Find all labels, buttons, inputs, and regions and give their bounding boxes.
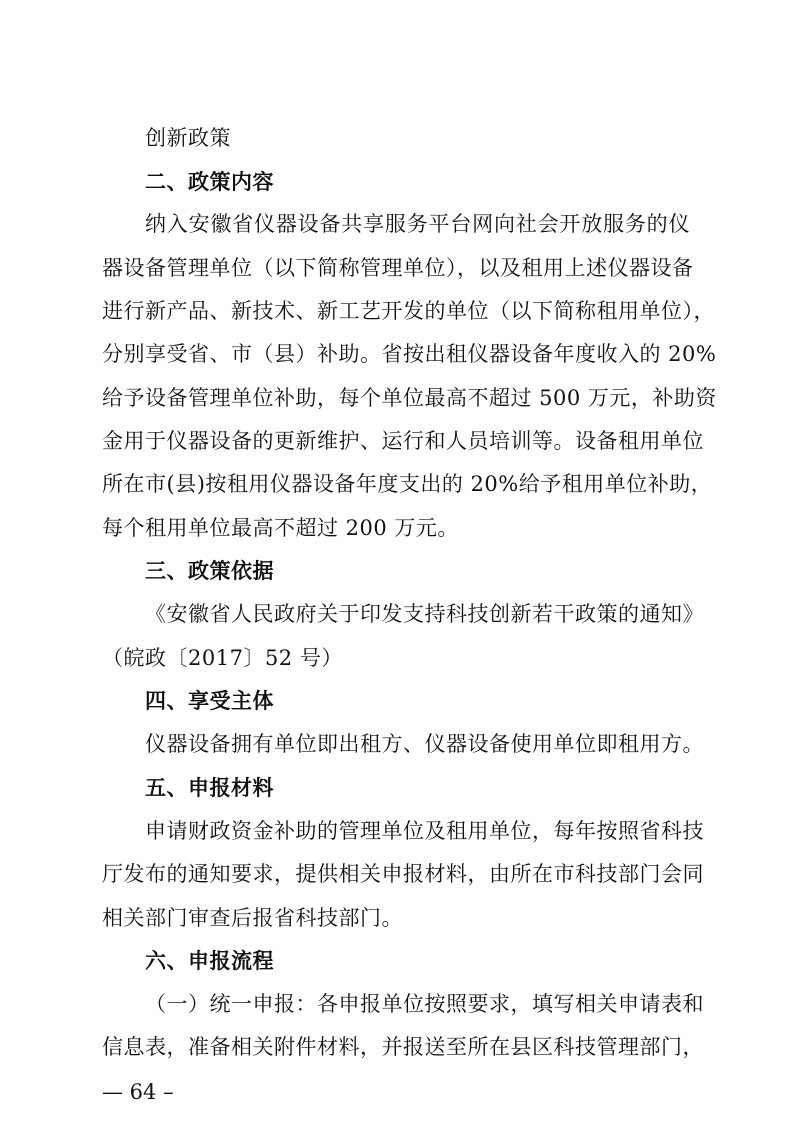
paragraph-line: 申请财政资金补助的管理单位及租用单位，每年按照省科技 xyxy=(145,819,704,843)
paragraph-line: （皖政〔2017〕52 号） xyxy=(102,646,343,670)
section-heading: 四、享受主体 xyxy=(145,689,274,713)
paragraph-line: （一）统一申报：各申报单位按照要求，填写相关申请表和 xyxy=(145,992,704,1016)
paragraph-line: 厅发布的通知要求，提供相关申报材料，由所在市科技部门会同 xyxy=(102,862,704,886)
paragraph-line: 所在市(县)按租用仪器设备年度支出的 20%给予租用单位补助， xyxy=(102,472,713,496)
paragraph-line: 进行新产品、新技术、新工艺开发的单位（以下简称租用单位）， xyxy=(102,299,715,323)
paragraph-line: 信息表，准备相关附件材料，并报送至所在县区科技管理部门， xyxy=(102,1035,704,1059)
paragraph-line: 创新政策 xyxy=(145,126,231,150)
section-heading: 三、政策依据 xyxy=(145,559,274,583)
section-heading: 五、申报材料 xyxy=(145,776,274,800)
section-heading: 二、政策内容 xyxy=(145,170,274,194)
page-number: — 64 – xyxy=(102,1080,174,1104)
paragraph-line: 纳入安徽省仪器设备共享服务平台网向社会开放服务的仪 xyxy=(145,212,690,236)
paragraph-line: 器设备管理单位（以下简称管理单位），以及租用上述仪器设备 xyxy=(102,256,694,280)
section-heading: 六、申报流程 xyxy=(145,949,274,973)
paragraph-line: 仪器设备拥有单位即出租方、仪器设备使用单位即租用方。 xyxy=(145,732,704,756)
paragraph-line: 《安徽省人民政府关于印发支持科技创新若干政策的通知》 xyxy=(145,602,704,626)
paragraph-line: 金用于仪器设备的更新维护、运行和人员培训等。设备租用单位 xyxy=(102,429,704,453)
paragraph-line: 给予设备管理单位补助，每个单位最高不超过 500 万元，补助资 xyxy=(102,386,717,410)
paragraph-line: 分别享受省、市（县）补助。省按出租仪器设备年度收入的 20% xyxy=(102,342,717,366)
paragraph-line: 每个租用单位最高不超过 200 万元。 xyxy=(102,516,459,540)
paragraph-line: 相关部门审查后报省科技部门。 xyxy=(102,906,403,930)
